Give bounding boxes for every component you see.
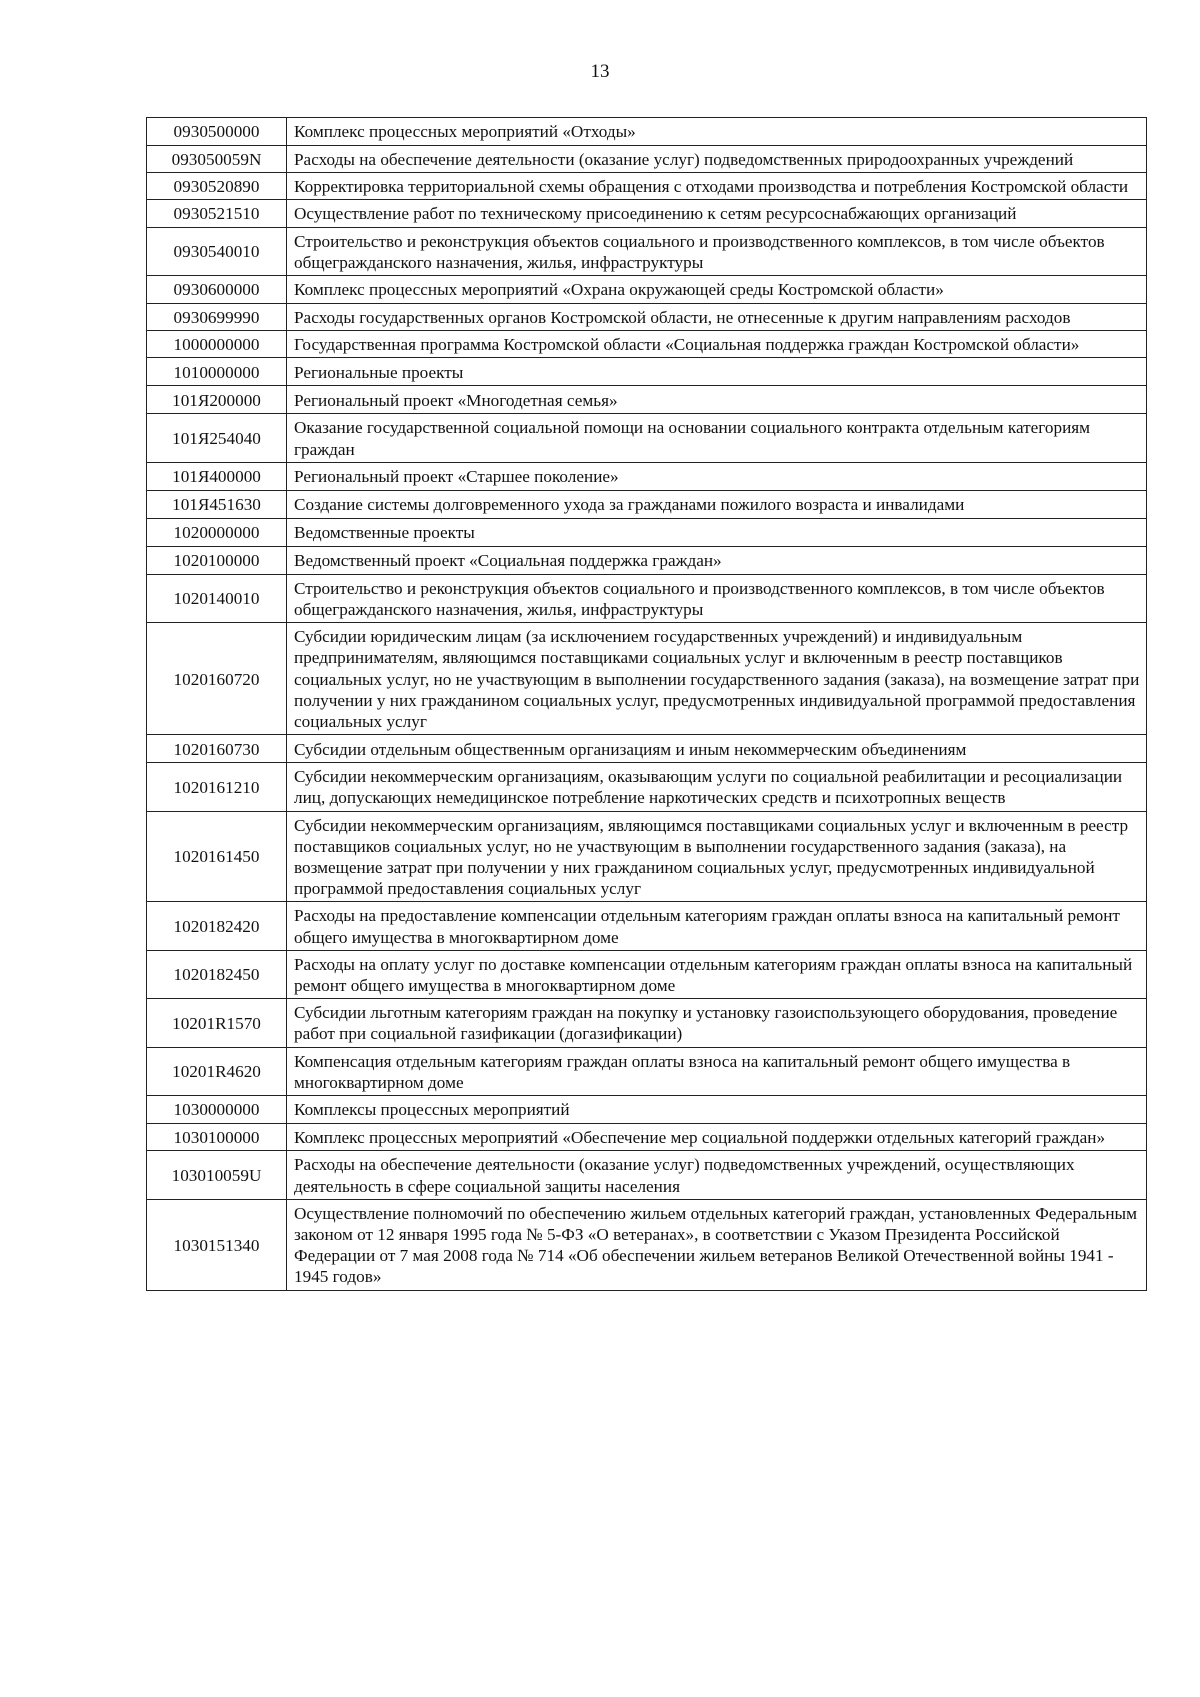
table-row	[147, 999, 1147, 1047]
table-row	[147, 546, 1147, 574]
table-row	[147, 763, 1147, 811]
table-row	[147, 950, 1147, 998]
table-row	[147, 304, 1147, 331]
table-row	[147, 902, 1147, 950]
row-code: 1020160720	[147, 623, 287, 735]
table-row	[147, 490, 1147, 518]
table-row	[147, 1096, 1147, 1124]
table-row	[147, 386, 1147, 414]
row-description: Региональный проект «Многодетная семья»	[287, 386, 1147, 414]
row-code: 1020100000	[147, 546, 287, 574]
table-row	[147, 414, 1147, 462]
table-row	[147, 518, 1147, 546]
row-code: 1030151340	[147, 1199, 287, 1290]
table-body	[147, 118, 1147, 1291]
row-code: 10201R1570	[147, 999, 287, 1047]
budget-codes-table	[146, 117, 1147, 1291]
table-row	[147, 811, 1147, 902]
row-code: 0930521510	[147, 200, 287, 227]
row-code: 0930520890	[147, 173, 287, 200]
row-code: 1000000000	[147, 331, 287, 358]
row-description: Субсидии льготным категориям граждан на покупку и установку газоиспользующего оборудования, проведение работ при социальной газификации (догазификации)	[287, 999, 1147, 1047]
row-code: 1020182420	[147, 902, 287, 950]
row-description: Расходы государственных органов Костромской области, не отнесенные к другим направлениям расходов	[287, 304, 1147, 331]
row-description: Субсидии некоммерческим организациям, являющимся поставщиками социальных услуг и включенным в реестр поставщиков социальных услуг, но не участвующим в выполнении государственного задания (заказа), на возмещение затрат при получении у них гражданином социальных услуг, предусмотренных индивидуальной программой предоставления социальных услуг	[287, 811, 1147, 902]
row-code: 1020160730	[147, 735, 287, 763]
table-row	[147, 462, 1147, 490]
page-number: 13	[590, 61, 610, 82]
table-row	[147, 1199, 1147, 1290]
row-description: Региональные проекты	[287, 358, 1147, 386]
row-description: Создание системы долговременного ухода за гражданами пожилого возраста и инвалидами	[287, 490, 1147, 518]
row-code: 101Я254040	[147, 414, 287, 462]
row-code: 1020161210	[147, 763, 287, 811]
row-code: 101Я451630	[147, 490, 287, 518]
row-code: 1010000000	[147, 358, 287, 386]
row-description: Осуществление работ по техническому присоединению к сетям ресурсоснабжающих организаций	[287, 200, 1147, 227]
row-description: Расходы на обеспечение деятельности (оказание услуг) подведомственных учреждений, осуществляющих деятельность в сфере социальной защиты населения	[287, 1151, 1147, 1199]
table-row	[147, 1047, 1147, 1095]
table-row	[147, 358, 1147, 386]
row-description: Комплекс процессных мероприятий «Отходы»	[287, 118, 1147, 146]
row-description: Расходы на предоставление компенсации отдельным категориям граждан оплаты взноса на капитальный ремонт общего имущества в многоквартирном доме	[287, 902, 1147, 950]
row-description: Комплекс процессных мероприятий «Охрана окружающей среды Костромской области»	[287, 276, 1147, 304]
row-code: 1030000000	[147, 1096, 287, 1124]
table-row	[147, 146, 1147, 173]
table-row	[147, 574, 1147, 622]
row-code: 101Я200000	[147, 386, 287, 414]
row-description: Субсидии отдельным общественным организациям и иным некоммерческим объединениям	[287, 735, 1147, 763]
row-description: Комплексы процессных мероприятий	[287, 1096, 1147, 1124]
row-description: Строительство и реконструкция объектов социального и производственного комплексов, в том числе объектов общегражданского назначения, жилья, инфраструктуры	[287, 227, 1147, 275]
row-description: Государственная программа Костромской области «Социальная поддержка граждан Костромской области»	[287, 331, 1147, 358]
table-row	[147, 623, 1147, 735]
row-description: Расходы на оплату услуг по доставке компенсации отдельным категориям граждан оплаты взноса на капитальный ремонт общего имущества в многоквартирном доме	[287, 950, 1147, 998]
row-description: Субсидии некоммерческим организациям, оказывающим услуги по социальной реабилитации и ресоциализации лиц, допускающих немедицинское потребление наркотических средств и психотропных веществ	[287, 763, 1147, 811]
row-code: 0930699990	[147, 304, 287, 331]
row-code: 0930500000	[147, 118, 287, 146]
row-description: Комплекс процессных мероприятий «Обеспечение мер социальной поддержки отдельных категорий граждан»	[287, 1124, 1147, 1151]
row-code: 103010059U	[147, 1151, 287, 1199]
row-description: Ведомственный проект «Социальная поддержка граждан»	[287, 546, 1147, 574]
row-description: Субсидии юридическим лицам (за исключением государственных учреждений) и индивидуальным предпринимателям, являющимся поставщиками социальных услуг и включенным в реестр поставщиков социальных услуг, но не участвующим в выполнении государственного задания (заказа), на возмещение затрат при получении у них гражданином социальных услуг, предусмотренных индивидуальной программой предоставления социальных услуг	[287, 623, 1147, 735]
row-description: Региональный проект «Старшее поколение»	[287, 462, 1147, 490]
row-description: Строительство и реконструкция объектов социального и производственного комплексов, в том числе объектов общегражданского назначения, жилья, инфраструктуры	[287, 574, 1147, 622]
table-row	[147, 173, 1147, 200]
row-code: 0930600000	[147, 276, 287, 304]
table-row	[147, 227, 1147, 275]
table-row	[147, 1124, 1147, 1151]
row-description: Оказание государственной социальной помощи на основании социального контракта отдельным категориям граждан	[287, 414, 1147, 462]
row-code: 1020182450	[147, 950, 287, 998]
row-code: 10201R4620	[147, 1047, 287, 1095]
table-row	[147, 1151, 1147, 1199]
row-code: 0930540010	[147, 227, 287, 275]
row-code: 1020140010	[147, 574, 287, 622]
table-row	[147, 276, 1147, 304]
row-description: Ведомственные проекты	[287, 518, 1147, 546]
row-description: Компенсация отдельным категориям граждан оплаты взноса на капитальный ремонт общего имущества в многоквартирном доме	[287, 1047, 1147, 1095]
row-description: Расходы на обеспечение деятельности (оказание услуг) подведомственных природоохранных учреждений	[287, 146, 1147, 173]
row-code: 1030100000	[147, 1124, 287, 1151]
row-code: 101Я400000	[147, 462, 287, 490]
table-row	[147, 331, 1147, 358]
row-description: Осуществление полномочий по обеспечению жильем отдельных категорий граждан, установленных Федеральным законом от 12 января 1995 года № 5-ФЗ «О ветеранах», в соответствии с Указом Президента Российской Федерации от 7 мая 2008 года № 714 «Об обеспечении жильем ветеранов Великой Отечественной войны 1941 - 1945 годов»	[287, 1199, 1147, 1290]
table-row	[147, 118, 1147, 146]
table-row	[147, 200, 1147, 227]
row-code: 093050059N	[147, 146, 287, 173]
row-code: 1020161450	[147, 811, 287, 902]
table-row	[147, 735, 1147, 763]
row-code: 1020000000	[147, 518, 287, 546]
row-description: Корректировка территориальной схемы обращения с отходами производства и потребления Костромской области	[287, 173, 1147, 200]
